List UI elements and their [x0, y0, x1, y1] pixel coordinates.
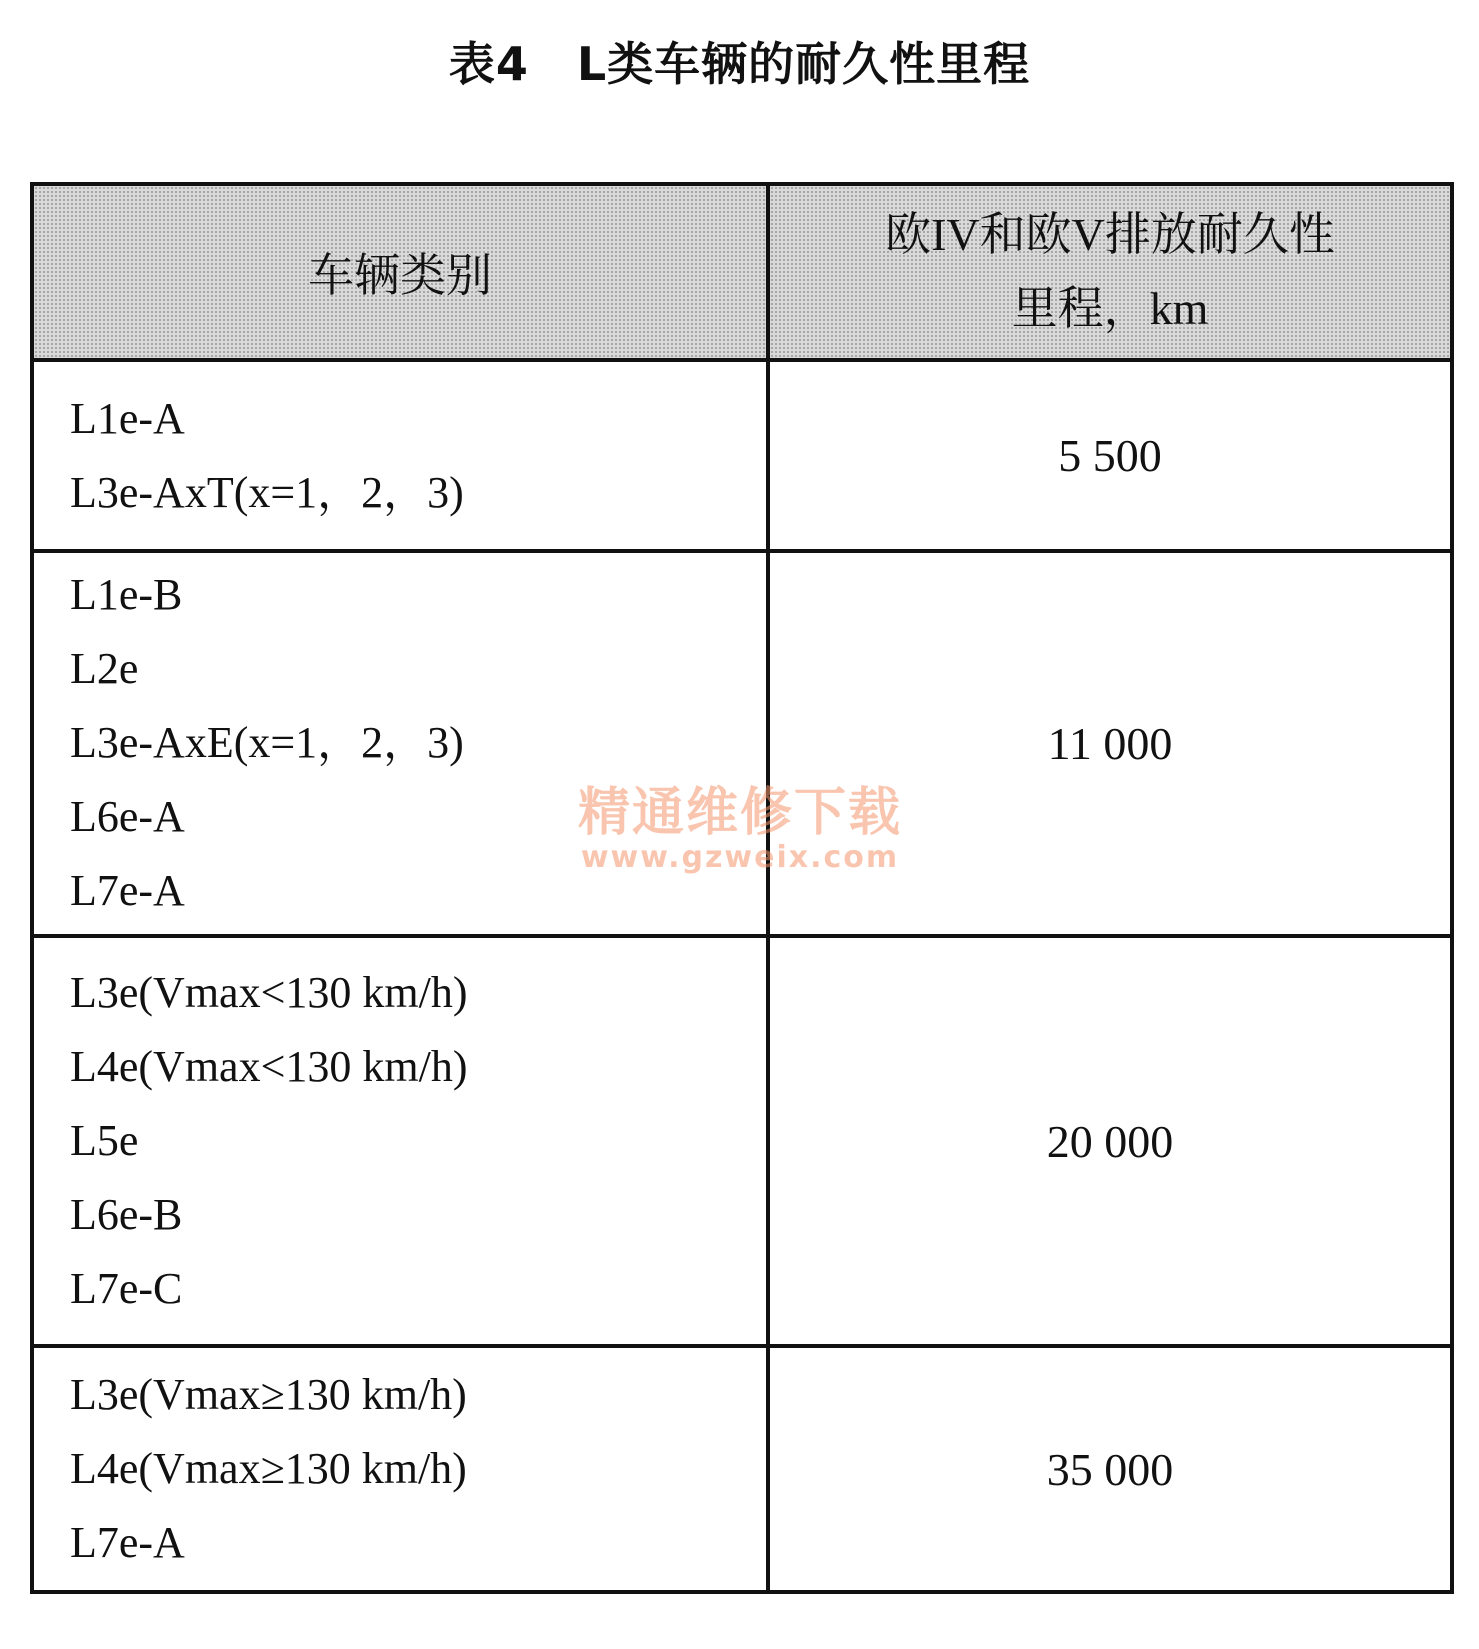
category-item: L3e(Vmax<130 km/h) — [70, 968, 468, 1018]
category-item: L4e(Vmax<130 km/h) — [70, 1042, 468, 1092]
category-item: L6e-A — [70, 792, 185, 842]
table-row — [32, 1346, 1452, 1592]
header-mileage-line2: 里程，km — [1011, 283, 1209, 335]
table-header-row — [32, 184, 1452, 360]
category-item: L2e — [70, 644, 139, 694]
category-item: L7e-C — [70, 1264, 183, 1314]
vehicle-category-cell — [32, 1346, 768, 1592]
category-item: L3e(Vmax≥130 km/h) — [70, 1370, 467, 1420]
vehicle-category-cell — [32, 360, 768, 550]
category-item: L7e-A — [70, 866, 185, 916]
vehicle-category-cell — [32, 551, 768, 936]
category-item: L7e-A — [70, 1518, 185, 1568]
header-mileage — [768, 184, 1452, 360]
durability-mileage-table — [30, 182, 1454, 1594]
table-title — [0, 28, 1479, 94]
mileage-cell: 5 500 — [768, 360, 1452, 550]
table-number: 表4 — [448, 37, 529, 91]
category-item: L3e-AxE(x=1，2，3) — [70, 718, 464, 768]
category-item: L1e-A — [70, 393, 185, 443]
header-mileage-line1: 欧IV和欧V排放耐久性 — [885, 209, 1335, 261]
table-caption: L类车辆的耐久性里程 — [576, 37, 1031, 91]
table-row — [32, 360, 1452, 550]
category-item: L1e-B — [70, 570, 183, 620]
category-item: L4e(Vmax≥130 km/h) — [70, 1444, 467, 1494]
watermark-name: 精通维修下载 — [577, 782, 902, 843]
table-row — [32, 936, 1452, 1347]
mileage-cell: 20 000 — [768, 936, 1452, 1347]
mileage-cell: 35 000 — [768, 1346, 1452, 1592]
category-item: L3e-AxT(x=1，2，3) — [70, 467, 464, 517]
category-item: L5e — [70, 1116, 139, 1166]
table-row — [32, 551, 1452, 936]
mileage-cell: 11 000 — [768, 551, 1452, 936]
vehicle-category-cell — [32, 936, 768, 1347]
header-vehicle-category: 车辆类别 — [32, 184, 768, 360]
category-item: L6e-B — [70, 1190, 183, 1240]
watermark-url: www.gzweix.com — [580, 840, 900, 875]
